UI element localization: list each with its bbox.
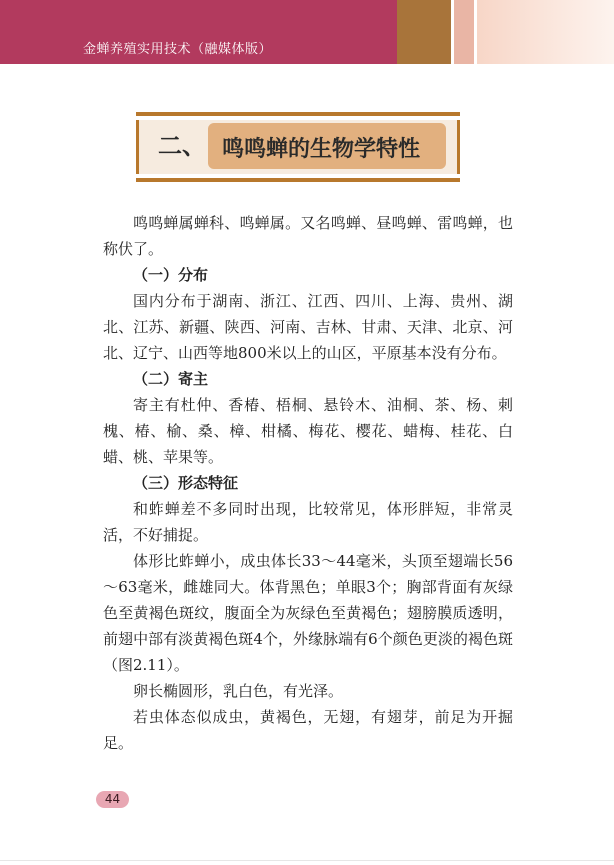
section-rule-top: [136, 112, 460, 116]
bottom-rule: [0, 860, 614, 861]
main-content: [103, 210, 513, 756]
subheading-distribution: （一）分布: [133, 266, 209, 284]
subheading-morphology: （三）形态特征: [133, 474, 239, 492]
morphology-paragraph-2: 体形比蚱蝉小，成虫体长33～44毫米，头顶至翅端长56～63毫米，雌雄同大。体背黑色；单眼3个；胸部背面有灰绿色至黄褐色斑纹，腹面全为灰绿色至黄褐色；翅膀膜质透明，前翅中部有淡黄褐色斑4个，外缘脉端有6个颜色更淡的褐色斑（图2.11）。: [103, 552, 513, 674]
intro-paragraph: 鸣鸣蝉属蝉科、鸣蝉属。又名鸣蝉、昼鸣蝉、雷鸣蝉，也称伏了。: [103, 214, 513, 258]
nymph-paragraph: 若虫体态似成虫，黄褐色，无翅，有翅芽，前足为开掘足。: [103, 708, 513, 752]
section-title: 鸣鸣蝉的生物学特性: [222, 137, 421, 162]
header-block-light: [477, 0, 614, 64]
page-number: 44: [96, 791, 129, 808]
header-block-brown: [397, 0, 451, 64]
morphology-paragraph-1: 和蚱蝉差不多同时出现，比较常见，体形胖短，非常灵活，不好捕捉。: [103, 500, 513, 544]
subheading-host: （二）寄主: [133, 370, 209, 388]
distribution-paragraph: 国内分布于湖南、浙江、江西、四川、上海、贵州、湖北、江苏、新疆、陕西、河南、吉林、甘肃、天津、北京、河北、辽宁、山西等地800米以上的山区，平原基本没有分布。: [103, 292, 513, 362]
section-rule-bottom: [136, 178, 460, 182]
section-title-box: [136, 112, 460, 182]
book-title: 金蝉养殖实用技术（融媒体版）: [83, 42, 273, 57]
section-number: 二、: [158, 132, 206, 160]
header-block-pink: [454, 0, 474, 64]
host-paragraph: 寄主有杜仲、香椿、梧桐、悬铃木、油桐、茶、杨、刺槐、椿、榆、桑、樟、柑橘、梅花、樱花、蜡梅、桂花、白蜡、桃、苹果等。: [103, 396, 513, 466]
page-header: [0, 0, 614, 64]
egg-paragraph: 卵长椭圆形，乳白色，有光泽。: [133, 682, 344, 700]
